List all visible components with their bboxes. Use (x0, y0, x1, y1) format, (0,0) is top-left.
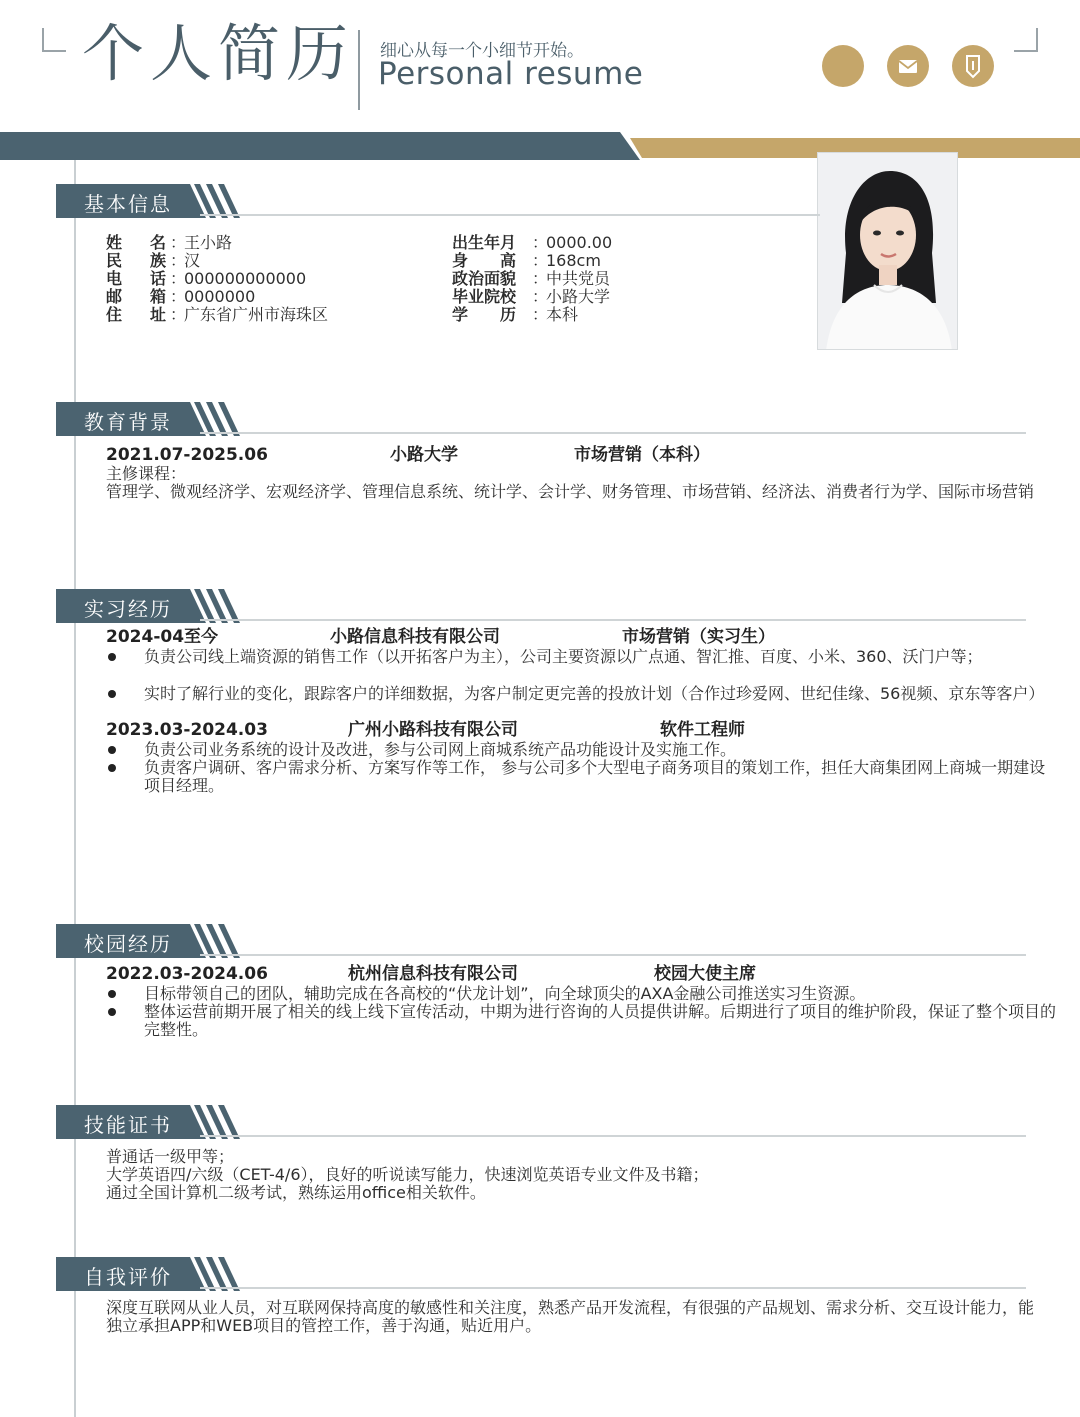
info-school: 毕业院校 ：小路大学 (452, 287, 611, 306)
campus-bullet: 目标带领自己的团队，辅助完成在各高校的“伏龙计划”，向全球顶尖的AXA金融公司推送实习生资源。 (106, 985, 1056, 1003)
job-role: 软件工程师 (660, 720, 745, 740)
corner-ornament-right (1014, 28, 1038, 52)
section-header-campus (56, 924, 236, 958)
education-period: 2021.07-2025.06 (106, 445, 268, 465)
info-address: 住 址：广东省广州市海珠区 (106, 305, 329, 324)
bullet-icon (108, 653, 116, 661)
skill-line: 普通话一级甲等； (106, 1147, 235, 1166)
campus-role: 校园大使主席 (654, 964, 756, 984)
section-rule (200, 432, 1026, 434)
section-header-basic (56, 184, 236, 218)
title-divider (358, 30, 360, 110)
job-bullet: 负责公司线上端资源的销售工作（以开拓客户为主），公司主要资源以广点通、智汇推、百度、小米、360、沃门户等； (106, 648, 1056, 666)
resume-title-cn: 个人简历 (82, 17, 355, 90)
section-title: 校园经历 (84, 932, 172, 956)
job-bullet: 负责公司业务系统的设计及改进，参与公司网上商城系统产品功能设计及实施工作。 (106, 741, 1056, 759)
section-header-self (56, 1257, 236, 1291)
skill-line: 通过全国计算机二级考试，熟练运用office相关软件。 (106, 1183, 486, 1202)
section-title: 自我评价 (84, 1265, 172, 1289)
job-period: 2023.03-2024.03 (106, 720, 268, 740)
section-header-internship (56, 589, 236, 623)
section-title: 实习经历 (84, 597, 172, 621)
bullet-icon (108, 690, 116, 698)
timeline-rule (74, 160, 76, 1417)
skill-line: 大学英语四/六级（CET-4/6），良好的听说读写能力，快速浏览英语专业文件及书籍； (106, 1165, 709, 1184)
job-bullet: 负责客户调研、客户需求分析、方案写作等工作， 参与公司多个大型电子商务项目的策划工作，担任大商集团网上商城一期建设项目经理。 (106, 759, 1056, 795)
info-ethnicity: 民 族：汉 (106, 251, 201, 270)
campus-company: 杭州信息科技有限公司 (348, 964, 518, 984)
section-rule (200, 1135, 1026, 1137)
info-name: 姓 名：王小路 (106, 233, 233, 252)
info-degree: 学 历 ：本科 (452, 305, 579, 324)
job-company: 广州小路科技有限公司 (348, 720, 518, 740)
section-rule (200, 954, 1026, 956)
self-evaluation-text: 深度互联网从业人员，对互联网保持高度的敏感性和关注度，熟悉产品开发流程，有很强的产品规划、需求分析、交互设计能力，能独立承担APP和WEB项目的管控工作，善于沟通，贴近用户。 (106, 1298, 1035, 1335)
corner-ornament-left (42, 28, 66, 52)
section-header-skills (56, 1105, 236, 1139)
courses-label: 主修课程： (106, 464, 187, 483)
resume-title-en: Personal resume (378, 56, 644, 92)
section-title: 技能证书 (84, 1113, 172, 1137)
section-title: 基本信息 (84, 192, 172, 216)
bullet-icon (108, 1008, 116, 1016)
section-title: 教育背景 (84, 410, 172, 434)
header-band-primary (0, 132, 640, 160)
bullet-icon (108, 764, 116, 772)
user-circle-icon (822, 45, 864, 87)
bullet-icon (108, 990, 116, 998)
job-role: 市场营销（实习生） (622, 627, 775, 647)
campus-period: 2022.03-2024.06 (106, 964, 268, 984)
profile-photo (817, 152, 958, 350)
section-rule (200, 1287, 1026, 1289)
info-height: 身 高 ：168cm (452, 251, 601, 270)
info-political: 政治面貌 ：中共党员 (452, 269, 611, 288)
education-school: 小路大学 (390, 445, 458, 465)
info-birth: 出生年月 ：0000.00 (452, 233, 613, 252)
job-bullet: 实时了解行业的变化，跟踪客户的详细数据，为客户制定更完善的投放计划（合作过珍爱网、世纪佳缘、56视频、京东等客户） (106, 685, 1056, 703)
section-header-education (56, 402, 236, 436)
education-major: 市场营销（本科） (574, 445, 710, 465)
pen-icon (952, 45, 994, 87)
job-company: 小路信息科技有限公司 (330, 627, 500, 647)
info-email: 邮 箱：0000000 (106, 287, 256, 306)
section-rule (200, 214, 820, 216)
mail-icon (887, 45, 929, 87)
section-rule (200, 619, 1026, 621)
bullet-icon (108, 746, 116, 754)
campus-bullet: 整体运营前期开展了相关的线上线下宣传活动，中期为进行咨询的人员提供讲解。后期进行了项目的维护阶段，保证了整个项目的完整性。 (106, 1003, 1056, 1039)
job-period: 2024-04至今 (106, 627, 219, 647)
tagline: 细心从每一个小细节开始。 (380, 41, 584, 61)
courses-list: 管理学、微观经济学、宏观经济学、管理信息系统、统计学、会计学、财务管理、市场营销、经济法、消费者行为学、国际市场营销 (106, 482, 1035, 501)
info-phone: 电 话：000000000000 (106, 269, 307, 288)
